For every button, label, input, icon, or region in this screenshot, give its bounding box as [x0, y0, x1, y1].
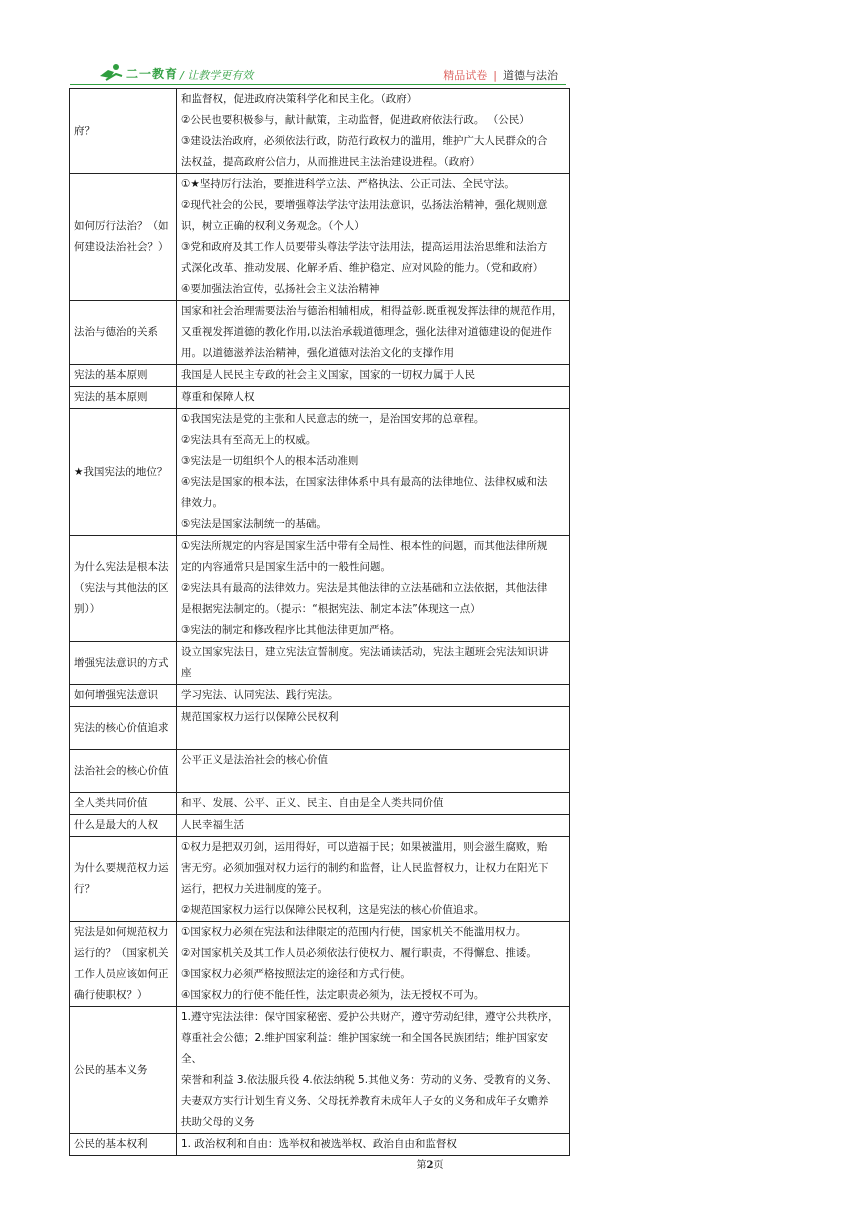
question-cell: 全人类共同价值 [70, 793, 177, 815]
answer-line: 1.遵守宪法法律：保守国家秘密、爱护公共财产，遵守劳动纪律，遵守公共秩序， [181, 1011, 559, 1023]
answer-cell [177, 1134, 570, 1156]
answer-line: 法权益，提高政府公信力，从而推进民主法治建设进程。（政府） [181, 156, 481, 168]
answer-cell [177, 174, 570, 301]
answer-line: ①★坚持厉行法治，要推进科学立法、严格执法、公正司法、全民守法。 [181, 178, 515, 190]
answer-line: 1. 政治权利和自由：选举权和被选举权、政治自由和监督权 [181, 1138, 457, 1150]
table-row [70, 685, 570, 707]
table-row [70, 1134, 570, 1156]
table-row [70, 536, 570, 642]
table-row [70, 365, 570, 387]
question-cell: 宪法的基本原则 [70, 387, 177, 409]
answer-line: ③宪法是一切组织个人的根本活动准则 [181, 455, 359, 467]
answer-line: 扶助父母的义务 [181, 1116, 255, 1128]
answer-line: ④要加强法治宣传，弘扬社会主义法治精神 [181, 283, 380, 295]
answer-line: ③宪法的制定和修改程序比其他法律更加严格。 [181, 624, 401, 636]
answer-cell [177, 707, 570, 750]
answer-line: 公平正义是法治社会的核心价值 [181, 754, 328, 766]
answer-line: 座 [181, 667, 192, 679]
answer-line: ①宪法所规定的内容是国家生活中带有全局性、根本性的问题，而其他法律所规 [181, 540, 548, 552]
answer-line: ②公民也要积极参与，献计献策，主动监督，促进政府依法行政。 （公民） [181, 114, 530, 126]
header-badge: 精品试卷 [443, 69, 488, 82]
header-divider [70, 84, 566, 85]
table-row [70, 89, 570, 174]
answer-line: 识，树立正确的权利义务观念。（个人） [181, 220, 365, 232]
table-row [70, 922, 570, 1007]
answer-line: 荣誉和利益 3.依法服兵役 4.依法纳税 5.其他义务：劳动的义务、受教育的义务、 [181, 1074, 558, 1086]
answer-line: 和监督权，促进政府决策科学化和民主化。（政府） [181, 93, 418, 105]
answer-line: 式深化改革、推动发展、化解矛盾、维护稳定、应对风险的能力。（党和政府） [181, 262, 544, 274]
answer-line: 我国是人民民主专政的社会主义国家，国家的一切权力属于人民 [181, 369, 475, 381]
answer-line: ⑤宪法是国家法制统一的基础。 [181, 518, 327, 530]
question-cell: 宪法的核心价值追求 [70, 707, 177, 750]
answer-cell [177, 89, 570, 174]
answer-line: 学习宪法、认同宪法、践行宪法。 [181, 689, 339, 701]
answer-line: 是根据宪法制定的。（提示：“根据宪法、制定本法”体现这一点） [181, 603, 481, 615]
answer-line: ④国家权力的行使不能任性，法定职责必须为，法无授权不可为。 [181, 989, 485, 1001]
question-cell: 公民的基本权利 [70, 1134, 177, 1156]
answer-line: 尊重和保障人权 [181, 391, 255, 403]
question-cell: 如何增强宪法意识 [70, 685, 177, 707]
question-cell: 府？ [70, 89, 177, 174]
table-row [70, 301, 570, 365]
answer-line: ②宪法具有至高无上的权威。 [181, 434, 317, 446]
brand-name: 二一教育 [126, 67, 179, 81]
footer-prefix: 第 [416, 1160, 427, 1171]
question-cell: 法治与德治的关系 [70, 301, 177, 365]
answer-cell [177, 837, 570, 922]
table-row [70, 409, 570, 536]
answer-line: ②现代社会的公民，要增强尊法学法守法用法意识，弘扬法治精神，强化规则意 [181, 199, 548, 211]
answer-line: 国家和社会治理需要法治与德治相辅相成，相得益彰.既重视发挥法律的规范作用， [181, 305, 563, 317]
answer-line: 设立国家宪法日，建立宪法宣誓制度。宪法诵读活动，宪法主题班会宪法知识讲 [181, 646, 549, 658]
table-row [70, 793, 570, 815]
answer-line: 尊重社会公德；2.维护国家利益：维护国家统一和全国各民族团结；维护国家安全、 [181, 1032, 549, 1065]
answer-cell [177, 793, 570, 815]
page-header [0, 0, 860, 88]
table-row [70, 750, 570, 793]
answer-cell [177, 409, 570, 536]
answer-line: ②宪法具有最高的法律效力。宪法是其他法律的立法基础和立法依据，其他法律 [181, 582, 548, 594]
answer-line: 人民幸福生活 [181, 819, 244, 831]
answer-line: ③建设法治政府，必须依法行政，防范行政权力的滥用，维护广大人民群众的合 [181, 135, 548, 147]
question-cell: 为什么宪法是根本法（宪法与其他法的区别）） [70, 536, 177, 642]
table-row [70, 837, 570, 922]
table-row [70, 174, 570, 301]
answer-line: 又重视发挥道德的教化作用,以法治承载道德理念，强化法律对道德建设的促进作 [181, 326, 552, 338]
question-cell: 如何厉行法治？（如何建设法治社会？） [70, 174, 177, 301]
answer-line: 用。以道德滋养法治精神，强化道德对法治文化的支撑作用 [181, 347, 454, 359]
answer-line: ④宪法是国家的根本法，在国家法律体系中具有最高的法律地位、法律权威和法 [181, 476, 548, 488]
answer-cell [177, 301, 570, 365]
question-cell: 法治社会的核心价值 [70, 750, 177, 793]
header-right [443, 67, 558, 83]
answer-line [181, 728, 565, 749]
table-row [70, 707, 570, 750]
answer-line [181, 771, 565, 792]
answer-cell [177, 1007, 570, 1134]
table-row [70, 1007, 570, 1134]
answer-line: ③国家权力必须严格按照法定的途径和方式行使。 [181, 968, 411, 980]
knowledge-table [69, 88, 570, 1156]
answer-line: 和平、发展、公平、正义、民主、自由是全人类共同价值 [181, 797, 444, 809]
question-cell: ★我国宪法的地位？ [70, 409, 177, 536]
brand-slogan: / 让教学更有效 [180, 69, 254, 82]
answer-cell [177, 815, 570, 837]
question-cell: 什么是最大的人权 [70, 815, 177, 837]
answer-cell [177, 685, 570, 707]
footer-suffix: 页 [433, 1160, 444, 1171]
answer-line: ②规范国家权力运行以保障公民权利，这是宪法的核心价值追求。 [181, 904, 485, 916]
table-row [70, 387, 570, 409]
page-number: 2 [426, 1160, 434, 1171]
answer-cell [177, 642, 570, 685]
header-separator: | [493, 69, 497, 82]
table-row [70, 815, 570, 837]
answer-line: ①国家权力必须在宪法和法律限定的范围内行使，国家机关不能滥用权力。 [181, 926, 527, 938]
question-cell: 公民的基本义务 [70, 1007, 177, 1134]
answer-cell [177, 536, 570, 642]
answer-cell [177, 750, 570, 793]
question-cell: 宪法的基本原则 [70, 365, 177, 387]
table-row [70, 642, 570, 685]
answer-line: 夫妻双方实行计划生育义务、父母抚养教育未成年人子女的义务和成年子女赡养 [181, 1095, 549, 1107]
answer-line: 运行，把权力关进制度的笼子。 [181, 883, 328, 895]
answer-line: 定的内容通常只是国家生活中的一般性问题。 [181, 561, 391, 573]
answer-cell [177, 387, 570, 409]
answer-line: 律效力。 [181, 497, 223, 509]
page-footer [0, 1156, 860, 1171]
question-cell: 增强宪法意识的方式 [70, 642, 177, 685]
answer-line: 规范国家权力运行以保障公民权利 [181, 711, 339, 723]
answer-line: ①我国宪法是党的主张和人民意志的统一，是治国安邦的总章程。 [181, 413, 485, 425]
answer-line: ②对国家机关及其工作人员必须依法行使权力、履行职责，不得懈怠、推诿。 [181, 947, 537, 959]
answer-cell [177, 365, 570, 387]
answer-line: ①权力是把双刃剑，运用得好，可以造福于民；如果被滥用，则会滋生腐败，贻 [181, 841, 548, 853]
question-cell: 为什么要规范权力运行？ [70, 837, 177, 922]
question-cell: 宪法是如何规范权力运行的？（国家机关工作人员应该如何正确行使职权？） [70, 922, 177, 1007]
header-subject: 道德与法治 [503, 69, 558, 82]
answer-cell [177, 922, 570, 1007]
answer-line: ③党和政府及其工作人员要带头尊法学法守法用法，提高运用法治思维和法治方 [181, 241, 548, 253]
answer-line: 害无穷。必须加强对权力运行的制约和监督，让人民监督权力，让权力在阳光下 [181, 862, 549, 874]
